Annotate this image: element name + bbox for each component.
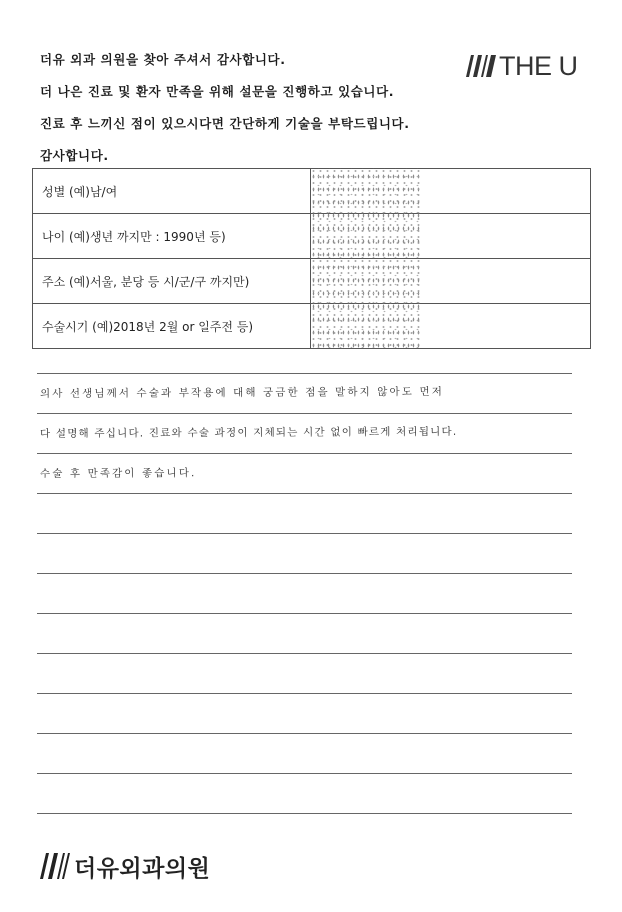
comment-rule: [37, 773, 572, 774]
intro-line-4: 감사합니다.: [40, 148, 109, 163]
comment-rule: [37, 373, 572, 374]
comment-rule: [37, 733, 572, 734]
redaction-mask: [310, 168, 422, 348]
handwritten-comment-line: 수술 후 만족감이 좋습니다.: [39, 467, 197, 480]
intro-line-3: 진료 후 느끼신 점이 있으시다면 간단하게 기술을 부탁드립니다.: [40, 116, 410, 131]
comment-rule: [37, 493, 572, 494]
comment-rule: [37, 533, 572, 534]
comment-rule: [37, 653, 572, 654]
brand-logo-bottom: [40, 850, 210, 882]
slash-bars-icon: [466, 55, 496, 77]
slash-bars-icon: [40, 853, 70, 879]
comment-rule: [37, 813, 572, 814]
info-label-gender: 성별 (예)남/여: [33, 169, 311, 214]
intro-text: [40, 50, 490, 178]
info-label-surgery-date: 수술시기 (예)2018년 2월 or 일주전 등): [33, 304, 311, 349]
info-label-age: 나이 (예)생년 까지만 : 1990년 등): [33, 214, 311, 259]
brand-logo-top: [466, 52, 578, 80]
intro-line-1: 더유 외과 의원을 찾아 주셔서 감사합니다.: [40, 52, 286, 67]
intro-line-2: 더 나은 진료 및 환자 만족을 위해 설문을 진행하고 있습니다.: [40, 84, 395, 99]
clinic-name: 더유외과의원: [74, 855, 211, 882]
comment-rule: [37, 693, 572, 694]
handwritten-comment-line: 다 설명해 주십니다. 진료와 수술 과정이 지체되는 시간 없이 빠르게 처리됩니다.: [39, 425, 458, 440]
info-label-address: 주소 (예)서울, 분당 등 시/군/구 까지만): [33, 259, 311, 304]
handwritten-comment-line: 의사 선생님께서 수술과 부작용에 대해 궁금한 점을 말하지 않아도 먼저: [39, 385, 444, 400]
brand-logo-text: THE U: [499, 51, 578, 81]
comment-rule: [37, 453, 572, 454]
comment-rule: [37, 613, 572, 614]
comment-rule: [37, 413, 572, 414]
comment-rule: [37, 573, 572, 574]
